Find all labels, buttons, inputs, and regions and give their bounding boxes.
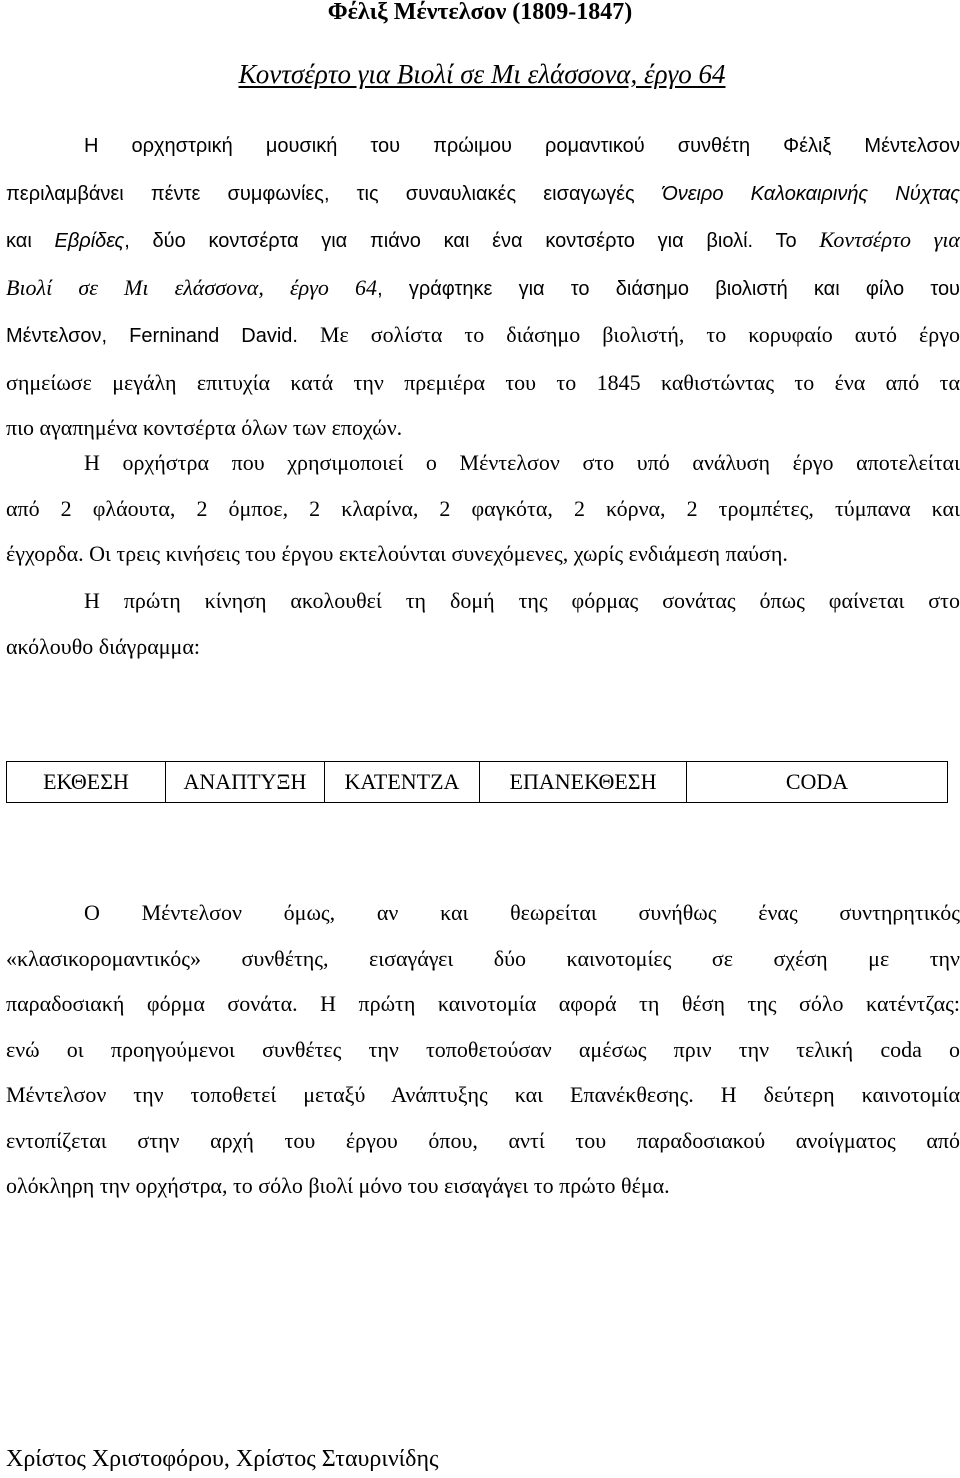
paragraph-text: περιλαμβάνει πέντε συμφωνίες, τις συναυλιακές εισαγωγές [6, 182, 662, 205]
paragraph-text: Η ορχηστρική μουσική του πρώιμου ρομαντικού συνθέτη Φέλιξ Μέντελσον [84, 135, 960, 157]
paragraph-line: ολόκληρη την ορχήστρα, το σόλο βιολί μόνο του εισαγάγει το πρώτο θέμα. [6, 1173, 670, 1198]
paragraph-line: ακόλουθο διάγραμμα: [6, 633, 200, 659]
paragraph-line: παραδοσιακή φόρμα σονάτα. Η πρώτη καινοτομία αφορά τη θέση της σόλο κατέντζας: [6, 991, 960, 1016]
paragraph-line: Μέντελσον την τοποθετεί μεταξύ Ανάπτυξης και Επανέκθεσης. Η δεύτερη καινοτομία [6, 1082, 960, 1107]
paragraph-line: Ο Μέντελσον όμως, αν και θεωρείται συνήθως ένας συντηρητικός [84, 900, 960, 925]
paragraph-line: εντοπίζεται στην αρχή του έργου όπου, αντί του παραδοσιακού ανοίγματος από [6, 1127, 960, 1153]
paragraph-line [6, 122, 960, 170]
work-title: Κοντσέρτο για Βιολί σε Μι ελάσσονα, έργο 64 [238, 59, 726, 89]
paragraph-line: Η ορχήστρα που χρησιμοποιεί ο Μέντελσον στο υπό ανάλυση έργο αποτελείται [84, 450, 960, 475]
paragraph-line: έγχορδα. Οι τρεις κινήσεις του έργου εκτελούνται συνεχόμενες, χωρίς ενδιάμεση παύση. [6, 541, 788, 566]
paragraph-text: , δύο κοντσέρτα για πιάνο και ένα κοντσέρτο για βιολί. Το [124, 230, 820, 252]
paragraph-line [6, 312, 960, 360]
paragraph-text: πιο αγαπημένα κοντσέρτα όλων των εποχών. [6, 415, 403, 440]
paragraph-line [6, 265, 960, 313]
sonata-form-row [7, 762, 948, 803]
italic-work-title: Εβρίδες [54, 230, 125, 252]
paragraph-text: και [6, 230, 55, 252]
paragraph-line: από 2 φλάουτα, 2 όμποε, 2 κλαρίνα, 2 φαγκότα, 2 κόρνα, 2 τρομπέτες, τύμπανα και [6, 495, 960, 521]
section-coda: CODA [687, 762, 948, 803]
paragraph-orchestral-music [6, 122, 960, 451]
paragraph-first-movement [6, 578, 960, 669]
paragraph-line [6, 170, 960, 218]
section-development: ΑΝΑΠΤΥΞΗ [166, 762, 325, 803]
paragraph-line [6, 360, 960, 406]
sonata-form-diagram [6, 761, 948, 803]
paragraph-orchestration [6, 440, 960, 577]
section-cadenza: ΚΑΤΕΝΤΖΑ [325, 762, 480, 803]
authors-footer: Χρίστος Χριστοφόρου, Χρίστος Σταυρινίδης [6, 1446, 439, 1472]
italic-work-title: Κοντσέρτο για [819, 227, 960, 252]
composer-heading: Φέλιξ Μέντελσον (1809-1847) [327, 0, 633, 25]
section-exposition: ΕΚΘΕΣΗ [7, 762, 166, 803]
paragraph-text: Μέντελσον, Ferninand David. [6, 325, 298, 347]
paragraph-line [6, 217, 960, 265]
paragraph-text: σημείωσε μεγάλη επιτυχία κατά την πρεμιέρα του το 1845 καθιστώντας το ένα από τα [6, 369, 960, 395]
paragraph-line: «κλασικορομαντικός» συνθέτης, εισαγάγει δύο καινοτομίες σε σχέση με την [6, 945, 960, 971]
paragraph-text: Με σολίστα το διάσημο βιολιστή, το κορυφαίο αυτό έργο [297, 322, 960, 347]
section-recapitulation: ΕΠΑΝΕΚΘΕΣΗ [480, 762, 687, 803]
paragraph-text: , γράφτηκε για το διάσημο βιολιστή και φίλο του [377, 277, 960, 300]
paragraph-line: ενώ οι προηγούμενοι συνθέτες την τοποθετούσαν αμέσως πριν την τελική coda ο [6, 1036, 960, 1062]
italic-work-title: Βιολί σε Μι ελάσσονα, έργο 64 [6, 274, 378, 300]
italic-work-title: Όνειρο Καλοκαιρινής Νύχτας [661, 182, 960, 205]
paragraph-line: Η πρώτη κίνηση ακολουθεί τη δομή της φόρμας σονάτας όπως φαίνεται στο [84, 588, 960, 613]
paragraph-innovations [6, 890, 960, 1209]
